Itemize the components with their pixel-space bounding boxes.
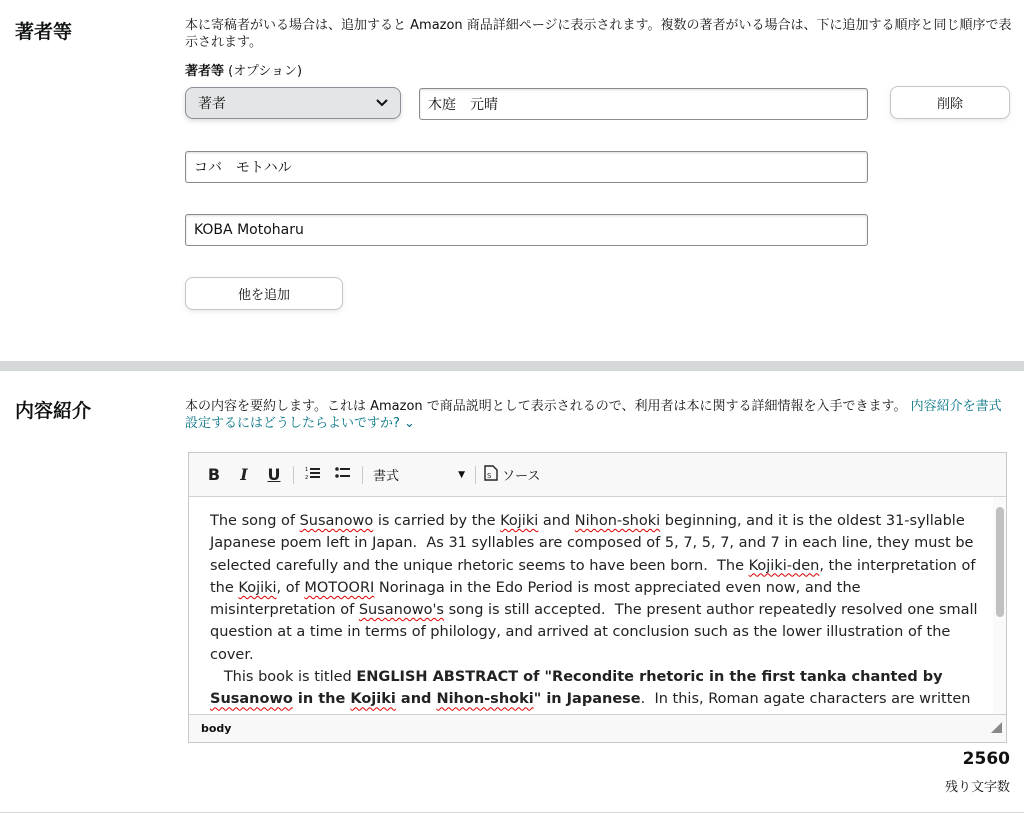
description-editor bbox=[188, 452, 1007, 743]
svg-text:2: 2 bbox=[305, 475, 309, 480]
toolbar-separator bbox=[362, 466, 363, 484]
scrollbar-thumb[interactable] bbox=[996, 507, 1004, 617]
format-dropdown[interactable] bbox=[367, 465, 465, 484]
editor-content[interactable]: The song of Susanowo is carried by the Kojiki and Nihon-shoki beginning, and it is the oldest 31-syllable Japanese poem left in Japan. As 31 syllables are composed of 5, 7, 5, 7, and 7 in each line, they must be selected carefully and the unique rhetoric seems to have been born. The Kojiki-den, the interpretation of the Kojiki, of MOTOORI Norinaga in the Edo Period is most appreciated even now, and the misinterpretation of Susanowo's song is still accepted. The present author repeatedly resolved one small question at a time in terms of philology, and arrived at conclusion such as the lower illustration of the cover. This book is titled ENGLISH ABSTRACT of "Recondite rhetoric in the first tanka chanted by Susanowo in the Kojiki and Nihon-shoki" in Japanese. In this, Roman agate characters are written bbox=[210, 513, 978, 708]
bottom-divider bbox=[0, 812, 1024, 813]
source-icon bbox=[484, 465, 498, 485]
author-roman-input[interactable]: KOBA Motoharu bbox=[185, 214, 868, 246]
author-role-select[interactable] bbox=[185, 87, 401, 119]
element-path[interactable]: body bbox=[201, 722, 232, 735]
char-count: 2560 bbox=[962, 749, 1010, 769]
description-help-body: 本の内容を要約します。これは Amazon で商品説明として表示されるので、利用者は本に関する詳細情報を入手できます。 bbox=[185, 399, 907, 414]
bullet-list-icon[interactable] bbox=[328, 465, 358, 484]
author-name-input[interactable]: 木庭 元晴 bbox=[419, 88, 868, 120]
authors-section-title: 著者等 bbox=[15, 21, 73, 43]
optional-label: (オプション) bbox=[228, 64, 303, 79]
svg-text:S: S bbox=[487, 471, 492, 480]
format-dropdown-label: 書式 bbox=[373, 469, 400, 484]
authors-label-text: 著者等 bbox=[185, 64, 225, 79]
add-author-button[interactable]: 他を追加 bbox=[185, 277, 343, 310]
description-section-title: 内容紹介 bbox=[15, 400, 92, 422]
italic-button[interactable]: I bbox=[240, 465, 248, 484]
ordered-list-icon[interactable] bbox=[298, 465, 328, 484]
delete-author-button[interactable]: 削除 bbox=[890, 86, 1010, 119]
editor-scrollbar[interactable] bbox=[993, 497, 1006, 714]
chevron-down-icon: ⌄ bbox=[404, 416, 415, 431]
authors-field-label bbox=[185, 60, 302, 79]
bold-button[interactable]: B bbox=[207, 465, 221, 484]
caret-down-icon: ▼ bbox=[458, 469, 465, 480]
authors-help-text: 本に寄稿者がいる場合は、追加すると Amazon 商品詳細ページに表示されます。複数の著者がいる場合は、下に追加する順序と同じ順序で表示されます。 bbox=[185, 18, 1012, 50]
description-help-text bbox=[185, 398, 1005, 432]
resize-handle-icon[interactable] bbox=[991, 722, 1002, 736]
svg-text:1: 1 bbox=[305, 467, 309, 473]
source-button[interactable] bbox=[480, 465, 540, 485]
underline-button[interactable]: U bbox=[267, 465, 281, 484]
char-count-label: 残り文字数 bbox=[944, 780, 1010, 795]
section-divider bbox=[0, 361, 1024, 371]
toolbar-separator bbox=[293, 466, 294, 484]
editor-toolbar bbox=[189, 453, 1006, 497]
toolbar-separator bbox=[475, 466, 476, 484]
editor-statusbar bbox=[189, 714, 1006, 742]
role-selected-value: 著者 bbox=[198, 96, 226, 112]
author-kana-input[interactable]: コバ モトハル bbox=[185, 151, 868, 183]
format-help-link-text: 内容紹介を書式設定するにはどうしたらよいですか? bbox=[185, 399, 1002, 431]
source-label: ソース bbox=[502, 469, 541, 484]
chevron-down-icon bbox=[376, 95, 388, 111]
